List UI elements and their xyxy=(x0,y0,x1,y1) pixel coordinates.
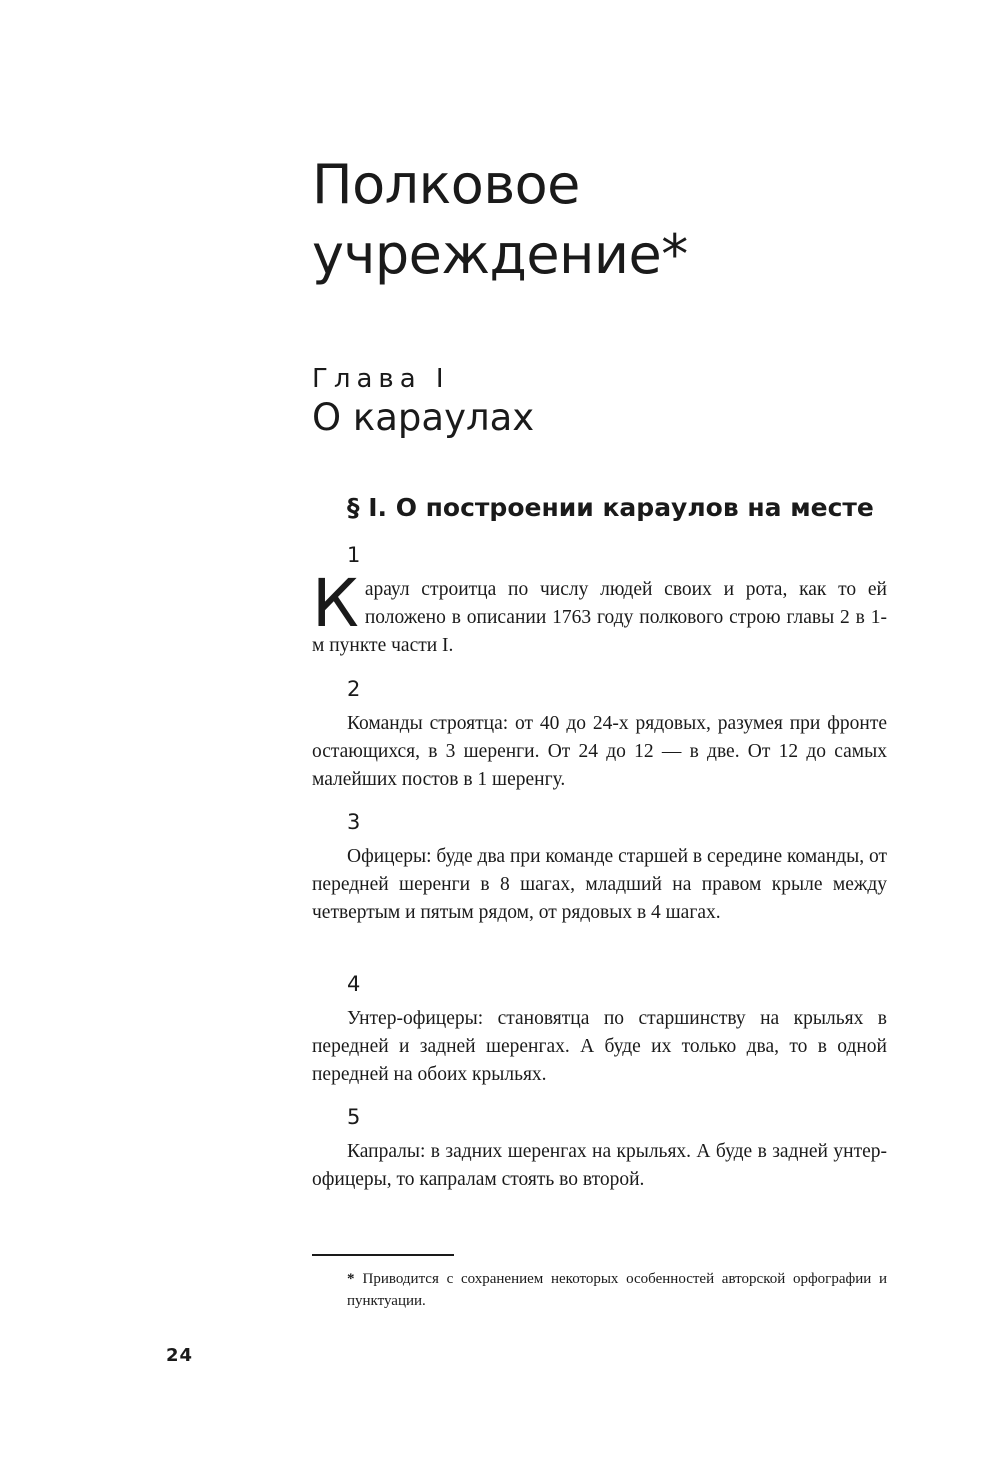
footnote-rule xyxy=(312,1254,454,1256)
chapter-title: О караулах xyxy=(312,396,535,439)
footnote-mark: * xyxy=(347,1271,355,1287)
article-number: 2 xyxy=(347,677,361,701)
page-number: 24 xyxy=(166,1345,194,1366)
article-text: Капралы: в задних шеренгах на крыльях. А буде в задней унтер-офицеры, то капралам стоять во второй. xyxy=(312,1141,887,1190)
section-title: § I. О построении караулов на месте xyxy=(347,493,874,522)
footnote xyxy=(347,1268,887,1312)
article-text: Офицеры: буде два при команде старшей в середине команды, от передней шеренги в 8 шагах, младший на правом крыле между четвертым и пятым рядом, от рядовых в 4 шагах. xyxy=(312,846,887,923)
article-number: 1 xyxy=(347,543,361,567)
article-text: Команды строятца: от 40 до 24-х рядовых, разумея при фронте остающихся, в 3 шеренги. От 24 до 12 — в две. От 12 до самых малейших постов в 1 шеренгу. xyxy=(312,713,887,790)
document-title: Полковое учреждение* xyxy=(312,153,688,286)
article-number: 5 xyxy=(347,1105,361,1129)
article-paragraph xyxy=(312,565,887,660)
chapter-label: Глава I xyxy=(312,364,450,394)
article-number: 4 xyxy=(347,972,361,996)
article-text: араул строитца по числу людей своих и рота, как то ей положено в описании 1763 году полкового строю главы 2 в 1-м пункте части I. xyxy=(312,579,887,656)
article-text: Унтер-офицеры: становятца по старшинству на крыльях в передней и задней шеренгах. А буде их только два, то в одной передней на обоих крыльях. xyxy=(312,1008,887,1085)
footnote-text: Приводится с сохранением некоторых особенностей авторской орфографии и пунктуации. xyxy=(347,1271,887,1309)
article-number: 3 xyxy=(347,810,361,834)
drop-cap: К xyxy=(312,565,359,642)
